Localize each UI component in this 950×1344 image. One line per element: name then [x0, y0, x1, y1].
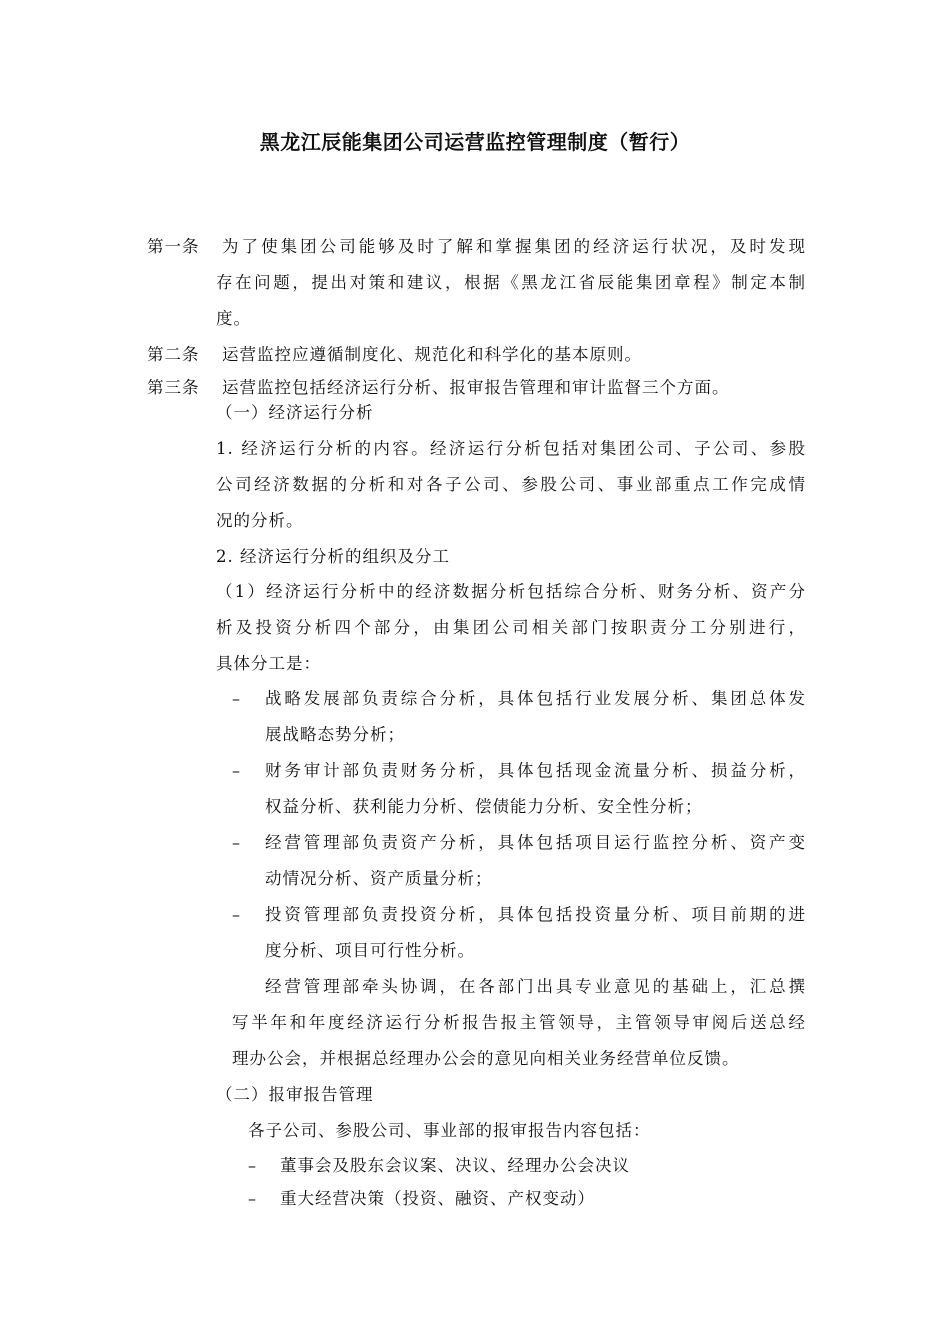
section-2-bullet-2-dash: –	[248, 1189, 256, 1208]
document-title: 黑龙江辰能集团公司运营监控管理制度（暂行）	[259, 130, 691, 154]
section-2-bullet-1-text: 董事会及股东会议案、决议、经理办公会决议	[280, 1156, 630, 1175]
bullet-1-line-1: 战略发展部负责综合分析，具体包括行业发展分析、集团总体发	[265, 689, 806, 708]
section-1-sub-1-line-2: 析及投资分析四个部分，由集团公司相关部门按职责分工分别进行，	[216, 618, 806, 637]
bullet-3-line-1: 经营管理部负责资产分析，具体包括项目运行监控分析、资产变	[265, 833, 806, 852]
section-1-sub-1-line-3: 具体分工是：	[216, 654, 321, 673]
section-2-intro: 各子公司、参股公司、事业部的报审报告内容包括：	[248, 1121, 651, 1140]
bullet-3-dash: –	[232, 833, 240, 852]
summary-line-1: 经营管理部牵头协调，在各部门出具专业意见的基础上，汇总撰	[265, 977, 806, 996]
article-1-label: 第一条	[147, 237, 200, 256]
section-2-bullet-1-dash: –	[248, 1156, 256, 1175]
bullet-2-line-1: 财务审计部负责财务分析，具体包括现金流量分析、损益分析，	[265, 761, 806, 780]
article-2-label: 第二条	[147, 345, 200, 364]
article-3-text: 运营监控包括经济运行分析、报审报告管理和审计监督三个方面。	[222, 378, 730, 397]
section-1-sub-1-line-1: （1）经济运行分析中的经济数据分析包括综合分析、财务分析、资产分	[216, 582, 806, 601]
summary-line-2: 写半年和年度经济运行分析报告报主管领导，主管领导审阅后送总经	[232, 1013, 806, 1032]
section-1-item-1-line-3: 况的分析。	[216, 511, 304, 530]
section-1-item-1-line-1: 1. 经济运行分析的内容。经济运行分析包括对集团公司、子公司、参股	[216, 439, 806, 458]
section-1-heading: （一）经济运行分析	[216, 403, 374, 422]
section-1-item-2: 2. 经济运行分析的组织及分工	[216, 547, 450, 566]
bullet-4-line-1: 投资管理部负责投资分析，具体包括投资量分析、项目前期的进	[265, 905, 806, 924]
bullet-4-dash: –	[232, 905, 240, 924]
section-2-heading: （二）报审报告管理	[216, 1085, 374, 1104]
section-2-bullet-2-text: 重大经营决策（投资、融资、产权变动）	[280, 1189, 595, 1208]
bullet-4-line-2: 度分析、项目可行性分析。	[265, 941, 475, 960]
bullet-2-dash: –	[232, 761, 240, 780]
article-1-line-3: 度。	[216, 309, 251, 328]
article-1-line-2: 存在问题，提出对策和建议，根据《黑龙江省辰能集团章程》制定本制	[216, 273, 806, 292]
bullet-1-dash: –	[232, 689, 240, 708]
section-1-item-1-line-2: 公司经济数据的分析和对各子公司、参股公司、事业部重点工作完成情	[216, 475, 806, 494]
article-1-line-1: 为了使集团公司能够及时了解和掌握集团的经济运行状况，及时发现	[222, 237, 806, 256]
bullet-3-line-2: 动情况分析、资产质量分析；	[265, 869, 493, 888]
summary-line-3: 理办公会，并根据总经理办公会的意见向相关业务经营单位反馈。	[232, 1049, 740, 1068]
bullet-1-line-2: 展战略态势分析；	[265, 725, 405, 744]
article-2-text: 运营监控应遵循制度化、规范化和科学化的基本原则。	[222, 345, 642, 364]
article-3-label: 第三条	[147, 378, 200, 397]
bullet-2-line-2: 权益分析、获利能力分析、偿债能力分析、安全性分析；	[265, 797, 703, 816]
